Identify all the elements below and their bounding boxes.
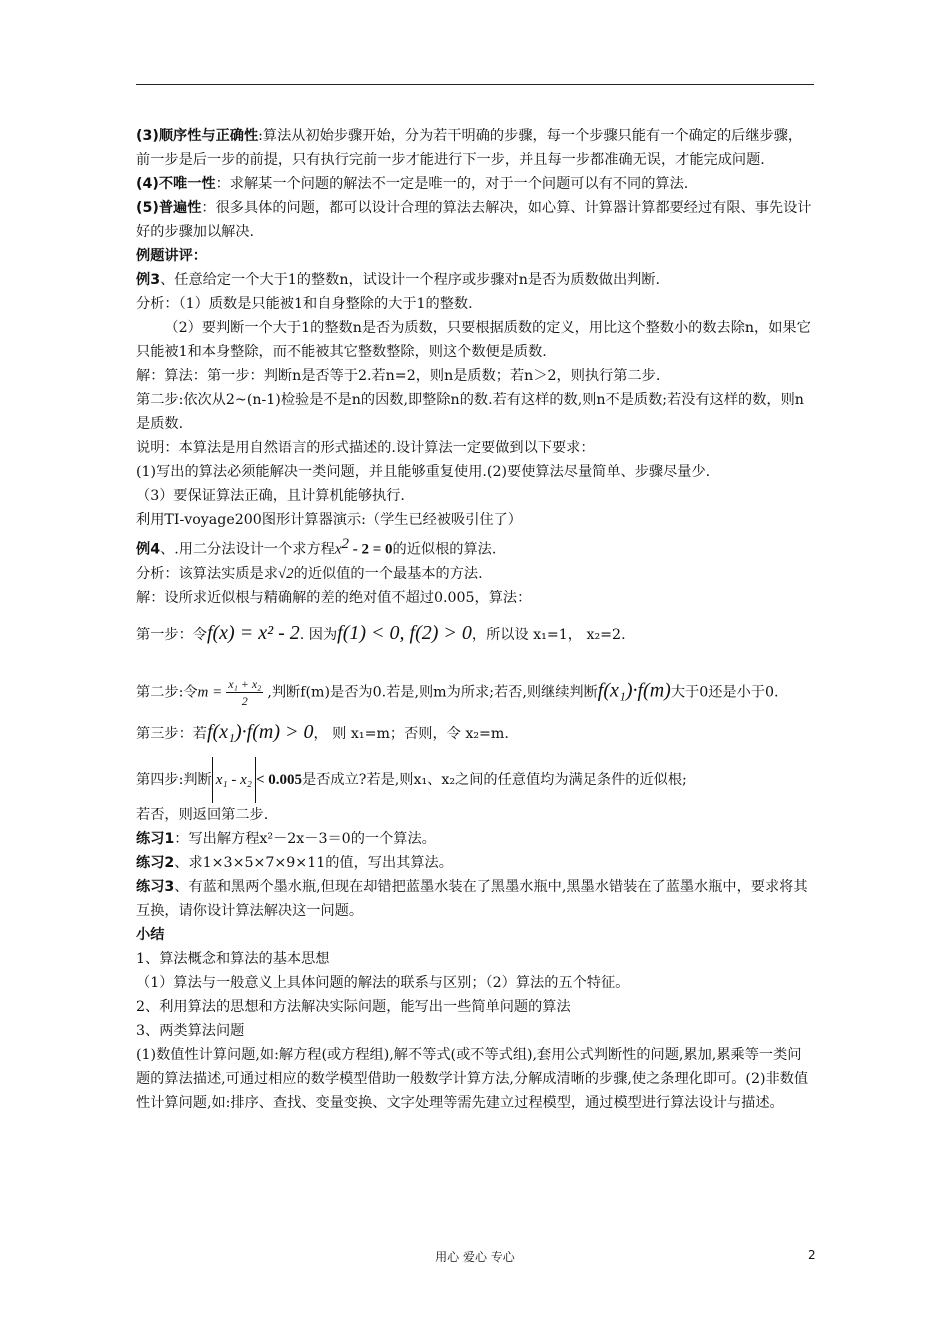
step-3-end: ， 则 x₁=m；否则，令 x₂=m. <box>313 725 509 742</box>
property-5-title: (5)普遍性 <box>136 200 202 216</box>
summary-item-1a: （1）算法与一般意义上具体问题的解法的联系与区别；（2）算法的五个特征。 <box>136 974 630 991</box>
exercise-2-text: 、求1×3×5×7×9×11的值，写出其算法。 <box>174 854 453 871</box>
example-4-analysis <box>136 562 814 586</box>
example-3-note: 说明：本算法是用自然语言的形式描述的.设计算法一定要做到以下要求： <box>136 440 595 456</box>
page-number: 2 <box>808 1248 816 1262</box>
step-1-end: ，所以设 x₁=1， x₂=2. <box>471 626 626 643</box>
exercise-3-text: 、有蓝和黑两个墨水瓶,但现在却错把蓝墨水装在了黑墨水瓶中,黑墨水错装在了蓝墨水瓶中，要求将其互换，请你设计算法解决这一问题。 <box>136 878 808 919</box>
step-3-condition: f(x₁)·f(m) > 0 <box>206 720 314 743</box>
step-3 <box>136 709 814 757</box>
step-2-product: f(x₁)·f(m) <box>597 679 671 702</box>
example-3-demo: 利用TI-voyage200图形计算器演示:（学生已经被吸引住了） <box>136 512 522 528</box>
summary-heading: 小结 <box>136 926 165 943</box>
example-4-text-b: 的近似根的算法. <box>392 541 497 558</box>
property-5 <box>136 196 814 244</box>
example-3-analysis-2: （2）要判断一个大于1的整数n是否为质数，只要根据质数的定义，用比这个整数小的数去除n，如果它只能被1和本身整除，而不能被其它整数整除，则这个数便是质数. <box>136 320 811 360</box>
exercise-3-label: 练习3 <box>136 878 175 895</box>
step-2-label: 第二步:令 <box>136 684 198 701</box>
property-4 <box>136 172 814 196</box>
example-4-analysis-a: 分析：该算法实质是求 <box>136 565 278 582</box>
summary-item-3: 3、两类算法问题 <box>136 1022 245 1039</box>
exercise-3 <box>136 875 814 923</box>
sqrt-two: √2 <box>277 565 294 582</box>
example-3-requirement-2: （3）要保证算法正确，且计算机能够执行. <box>136 488 405 504</box>
exercise-2-label: 练习2 <box>136 854 175 871</box>
exercise-2 <box>136 851 814 875</box>
property-4-body: ：求解某一个问题的解法不一定是唯一的，对于一个问题可以有不同的算法. <box>215 176 689 192</box>
summary-item-2: 2、利用算法的思想和方法解决实际问题，能写出一些简单问题的算法 <box>136 998 571 1015</box>
example-3 <box>136 268 814 292</box>
example-3-solution-2: 第二步:依次从2~(n-1)检验是不是n的因数,即整除n的数.若有这样的数,则n不是质数;若没有这样的数，则n是质数. <box>136 392 804 432</box>
step-4 <box>136 757 814 803</box>
property-5-body: ：很多具体的问题，都可以设计合理的算法去解决，如心算、计算器计算都要经过有限、事先设计好的步骤加以解决. <box>136 200 812 240</box>
property-4-title: (4)不唯一性 <box>136 176 216 192</box>
footer-motto: 用心 爱心 专心 <box>435 1250 515 1264</box>
summary-item-1: 1、算法概念和算法的基本思想 <box>136 950 330 967</box>
exercise-1 <box>136 827 814 851</box>
step-2-m: m = <box>197 684 223 701</box>
header-rule <box>136 84 814 85</box>
step-2-end: 大于0还是小于0. <box>670 684 779 701</box>
step-1-condition: f(1) < 0, f(2) > 0 <box>337 621 472 644</box>
midpoint-fraction <box>226 676 263 709</box>
step-2-mid: ,判断f(m)是否为0.若是,则m为所求;若否,则继续判断 <box>267 684 598 701</box>
property-3-body: :算法从初始步骤开始，分为若干明确的步骤，每一个步骤只能有一个确定的后继步骤，前一步是后一步的前提，只有执行完前一步才能进行下一步，并且每一步都准确无误，才能完成问题. <box>136 128 803 168</box>
step-4-else: 若否，则返回第二步. <box>136 806 269 823</box>
fraction-numerator: x₁ + x₂ <box>228 676 262 691</box>
exercise-1-label: 练习1 <box>136 830 175 847</box>
step-1-function: f(x) = x² - 2 <box>206 621 300 644</box>
step-1-label: 第一步：令 <box>136 626 207 643</box>
example-3-solution-1: 解：算法：第一步：判断n是否等于2.若n=2，则n是质数；若n＞2，则执行第二步. <box>136 368 661 384</box>
examples-heading: 例题讲评： <box>136 248 207 264</box>
equation-x: x <box>334 541 342 558</box>
example-4 <box>136 532 814 562</box>
step-4-less-than: < 0.005 <box>255 771 303 788</box>
example-3-label: 例3 <box>136 272 161 288</box>
step-4-end: 是否成立?若是,则x₁、x₂之间的任意值均为满足条件的近似根; <box>302 771 687 788</box>
example-4-solution: 解：设所求近似根与精确解的差的绝对值不超过0.005，算法： <box>136 589 532 606</box>
step-4-abs: x₁ - x₂ <box>212 757 256 803</box>
equation-rest: - 2 = 0 <box>349 541 393 558</box>
step-3-label: 第三步：若 <box>136 725 207 742</box>
example-4-analysis-b: 的近似值的一个最基本的方法. <box>293 565 483 582</box>
step-2 <box>136 676 814 709</box>
equation-exponent: 2 <box>341 536 349 552</box>
example-3-requirement-1: (1)写出的算法必须能解决一类问题，并且能够重复使用.(2)要使算法尽量简单、步骤尽量少. <box>136 464 711 480</box>
example-3-text: 、任意给定一个大于1的整数n，试设计一个程序或步骤对n是否为质数做出判断. <box>160 272 661 288</box>
example-4-text-a: 、.用二分法设计一个求方程 <box>160 541 335 558</box>
property-3 <box>136 124 814 172</box>
exercise-1-text: ：写出解方程x²－2x－3＝0的一个算法。 <box>174 830 436 847</box>
example-3-analysis-1: 分析：（1）质数是只能被1和自身整除的大于1的整数. <box>136 296 473 312</box>
fraction-denominator: 2 <box>241 693 248 708</box>
page-body <box>136 124 814 1115</box>
summary-item-3a: (1)数值性计算问题,如:解方程(或方程组),解不等式(或不等式组),套用公式判断性的问题,累加,累乘等一类问题的算法描述,可通过相应的数学模型借助一般数学计算方法,分解成清晰的步骤,使之条理化即可。(2)非数值性计算问题,如:排序、查找、变量变换、文字处理等需先建立过程模型，通过模型进行算法设计与描述。 <box>136 1046 809 1111</box>
property-3-title: (3)顺序性与正确性 <box>136 128 259 144</box>
example-4-label: 例4 <box>136 541 161 558</box>
step-1 <box>136 610 814 658</box>
step-4-label: 第四步:判断 <box>136 771 212 788</box>
step-1-mid: . 因为 <box>299 626 338 643</box>
